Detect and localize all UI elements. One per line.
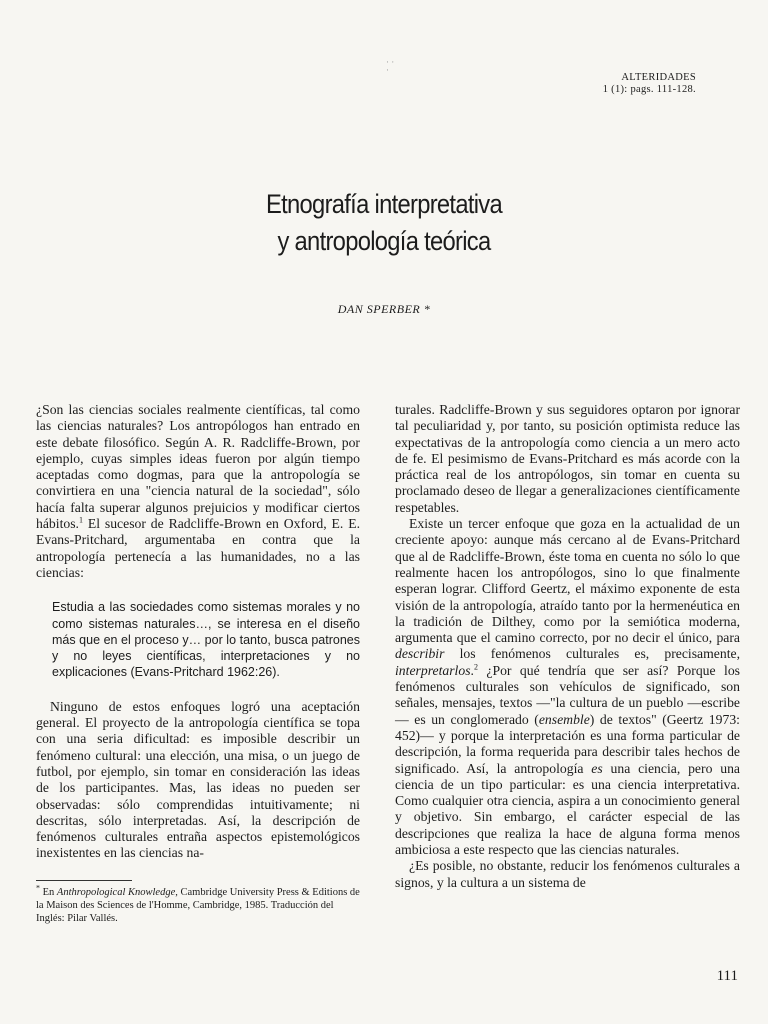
journal-header (603, 72, 696, 96)
block-quote: Estudia a las sociedades como sistemas morales y no como sistemas naturales…, se interesa en el diseño más que en el proceso y… por lo tanto, busca patrones y no leyes científicas, interpretaciones y no explicaciones (Evans-Pritchard 1962:26). (52, 600, 360, 680)
left-paragraph-2: Ninguno de estos enfoques logró una aceptación general. El proyecto de la antropología científica se topa con una seria dificultad: es imposible describir un fenómeno cultural: una elección, una misa, o un juego de futbol, por ejemplo, sin tomar en consideración las ideas de los participantes. Mas, las ideas no pueden ser observadas: sólo comprendidas intuitivamente; ni descritas, sólo interpretadas. Así, la descripción de fenómenos culturales entraña aspectos epistemológicos inexistentes en las ciencias na- (36, 698, 360, 861)
left-column (36, 402, 360, 862)
article-title (46, 186, 722, 260)
left-p1-text: ¿Son las ciencias sociales realmente científicas, tal como las ciencias naturales? Los antropólogos han entrado en este debate filosófico. Según A. R. Radcliffe-Brown, por ejemplo, cuyas simples ideas fueron por algún tiempo aceptadas como dogmas, para que la antropología se convirtiera en una "ciencia natural de la sociedad", sólo hacía falta superar algunos prejuicios y modificar ciertos hábitos. (36, 402, 360, 532)
journal-citation: 1 (1): pags. 111-128. (602, 84, 696, 95)
footnote-ref-1: 1 (78, 515, 83, 525)
emphasis-ensemble: ensemble (538, 711, 590, 727)
right-p2-a: Existe un tercer enfoque que goza en la actualidad de un creciente apoyo: aunque más cercano al de Evans-Pritchard que al de Radcliffe-Brown, éste toma en cuenta no sólo lo que realmente hacen los antropólogos, sino lo que finalmente esperan lograr. Clifford Geertz, el máximo exponente de esta visión de la antropología, atraído tanto por la hermenéutica en la tradición de Dilthey, como por la semiótica moderna, argumenta que el camino correcto, por no decir el único, para (395, 516, 740, 646)
emphasis-interpretarlos: interpretarlos (395, 662, 471, 678)
footnote-post: , Cambridge University Press & Editions de la Maison des Sciences de l'Homme, Cambridge, 1985. Traducción del Inglés: Pilar Vallés. (36, 887, 360, 924)
right-paragraph-2: Existe un tercer enfoque que goza en la actualidad de un creciente apoyo: aunque más cercano al de Evans-Pritchard que al de Radcliffe-Brown, éste toma en cuenta no sólo lo que realmente hacen los antropólogos, sino lo que finalmente esperan lograr. Clifford Geertz, el máximo exponente de esta visión de la antropología, atraído tanto por la hermenéutica en la tradición de Dilthey, como por la semiótica moderna, argumenta que el camino correcto, por no decir el único, para describir los fenómenos culturales es, precisamente, interpretarlos.$^2$ ¿Por qué tendría que ser así? Porque los fenómenos culturales son vehículos de significado, son señales, mensajes, textos —"la cultura de un pueblo —escribe— es un conglomerado (ensemble) de textos" (Geertz 1973: 452)— y porque la interpretación es una forma particular de descripción, la forma requerida para describir tales hechos de significado. Así, la antropología es una ciencia, pero una ciencia de un tipo particular: es una ciencia interpretativa. Como cualquier otra ciencia, aspira a un conocimiento general y objetivo. Sin embargo, el carácter especial de las descripciones que realiza la hace de alguna forma menos ambiciosa a este respecto que las ciencias naturales. (395, 516, 740, 858)
right-p2-c: ¿Por qué tendría que ser así? Porque los fenómenos culturales son vehículos de significado, son señales, mensajes, textos —"la cultura de un pueblo —escribe— es un conglomerado ( (395, 662, 740, 727)
right-paragraph-1: turales. Radcliffe-Brown y sus seguidores optaron por ignorar tal peculiaridad y, por tanto, su posición optimista reduce las expectativas de la antropología como ciencia a un mero acto de fe. El pesimismo de Evans-Pritchard es más acorde con la práctica real de los antropólogos, sin tomar en cuenta su proclamado deseo de llegar a generalizaciones científicamente respetables. (395, 402, 740, 515)
right-paragraph-3: ¿Es posible, no obstante, reducir los fenómenos culturales a signos, y la cultura a un sistema de (395, 858, 740, 890)
title-line-2: y antropología teórica (277, 226, 491, 256)
footnote (36, 883, 362, 925)
page-number: 111 (716, 968, 738, 984)
left-p1-tail: El sucesor de Radcliffe-Brown en Oxford, E. E. Evans-Pritchard, argumentaba en contra que la antropología pertenecía a las humanidades, no a las ciencias: (36, 516, 360, 580)
footnote-ref-2: 2 (473, 662, 478, 672)
emphasis-describir: describir (395, 646, 445, 662)
scan-speck: · · · (386, 57, 395, 75)
author-name: DAN SPERBER * (337, 302, 431, 316)
footnote-pre: En (40, 887, 57, 898)
left-paragraph-1 (36, 402, 360, 581)
title-line-1: Etnografía interpretativa (265, 189, 502, 219)
emphasis-es: es (591, 760, 603, 776)
right-p2-b: los fenómenos culturales es, precisamente, (444, 646, 740, 662)
journal-name: ALTERIDADES (621, 72, 696, 83)
right-p2-e: una ciencia, pero una ciencia de un tipo particular: es una ciencia interpretativa. Como cualquier otra ciencia, aspira a un conocimiento general y objetivo. Sin embargo, el carácter especial de las descripciones que realiza la hace de alguna forma menos ambiciosa a este respecto que las ciencias naturales. (395, 760, 740, 858)
right-column (395, 402, 740, 891)
footnote-rule (36, 880, 132, 881)
footnote-book-title: Anthropological Knowledge (56, 887, 176, 898)
footnote-mark: * (36, 883, 40, 893)
right-p2-d: ) de textos" (Geertz 1973: 452)— y porque la interpretación es una forma particular de descripción, la forma requerida para describir tales hechos de significado. Así, la antropología (395, 711, 740, 776)
